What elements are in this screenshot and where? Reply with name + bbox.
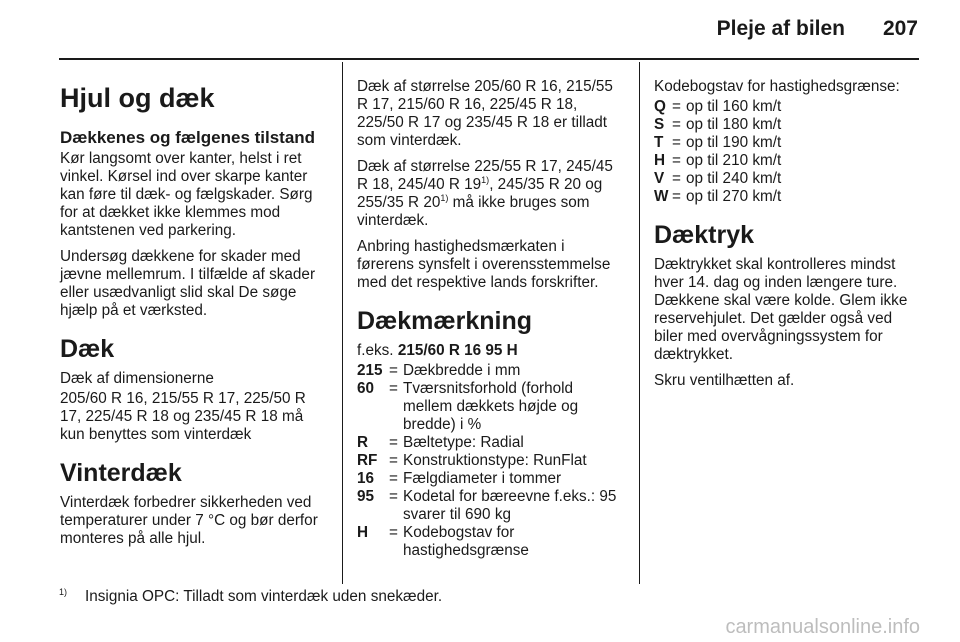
footnote-text: Insignia OPC: Tilladt som vinterdæk uden snekæder. (85, 588, 443, 605)
definition-desc: Bæltetype: Radial (403, 434, 524, 451)
paragraph-inspection: Undersøg dækkene for skader med jævne mellemrum. I tilfælde af skader eller usædvanligt slid skal De søge hjælp på et værksted. (60, 248, 316, 319)
definition-term: 215 (357, 362, 383, 379)
definition-row (357, 434, 625, 452)
definition-eq: = (672, 170, 681, 187)
definition-row (357, 452, 625, 470)
definition-term: T (654, 134, 664, 151)
subheading-tire-condition: Dækkenes og fælgenes tilstand (60, 128, 316, 147)
definition-desc: op til 190 km/t (686, 134, 782, 151)
definition-eq: = (672, 98, 681, 115)
paragraph-dimensions-intro: Dæk af dimensionerne (60, 370, 214, 387)
footnote-marker: 1) (59, 587, 68, 597)
page-header (0, 0, 960, 60)
main-heading: Hjul og dæk (60, 83, 215, 113)
definition-eq: = (389, 524, 398, 541)
heading-tire-marking: Dækmærkning (357, 307, 533, 335)
column-3 (654, 78, 924, 398)
definition-term: 16 (357, 470, 375, 487)
definition-row (654, 134, 924, 152)
definition-desc: Kodetal for bæreevne f.eks.: 95 svarer til 690 kg (403, 488, 617, 523)
heading-tires: Dæk (60, 335, 115, 363)
definition-term: V (654, 170, 665, 187)
definition-term: RF (357, 452, 378, 469)
marking-example: f.eks. 215/60 R 16 95 H (357, 342, 518, 359)
paragraph-allowed-winter: Dæk af størrelse 205/60 R 16, 215/55 R 17, 215/60 R 16, 225/45 R 18, 225/50 R 17 og 235/45 R 18 er tilladt som vinterdæk. (357, 78, 613, 149)
definition-eq: = (389, 380, 398, 397)
definition-desc: op til 180 km/t (686, 116, 782, 133)
definition-term: Q (654, 98, 666, 115)
definition-desc: Kodebogstav for hastighedsgrænse (403, 524, 529, 559)
tire-marking-list (357, 362, 625, 560)
definition-term: 95 (357, 488, 375, 505)
definition-row (654, 98, 924, 116)
definition-row (654, 170, 924, 188)
paragraph-dimensions-list: 205/60 R 16, 215/55 R 17, 225/50 R 17, 225/45 R 18 og 235/45 R 18 må kun benyttes som vinterdæk (60, 390, 306, 443)
definition-term: H (654, 152, 666, 169)
definition-eq: = (672, 188, 681, 205)
definition-eq: = (672, 134, 681, 151)
paragraph-not-allowed-winter: Dæk af størrelse 225/55 R 17, 245/45 R 18, 245/40 R 19$^{1)}$, 245/35 R 20 og 255/35 R 20$^{1)}$ må ikke bruges som vinterdæk. (357, 158, 613, 229)
paragraph-winter-tires: Vinterdæk forbedrer sikkerheden ved temperaturer under 7 °C og bør derfor monteres på alle hjul. (60, 494, 318, 547)
footnote-ref: 1) (440, 193, 449, 203)
paragraph-driving-kerbs: Kør langsomt over kanter, helst i ret vinkel. Kørsel ind over skarpe kanter kan føre til dæk- og fælgskader. Sørg for at dækket ikke klemmes mod kantstenen ved parkering. (60, 150, 313, 239)
speed-code-list (654, 98, 924, 206)
paragraph-pressure-check: Dæktrykket skal kontrolleres mindst hver 14. dag og inden længere ture. Dækkene skal være kolde. Glem ikke reservehjulet. Det gælder også ved biler med overvågningssystem for dæktrykket. (654, 256, 908, 363)
page-number: 207 (882, 17, 918, 40)
definition-desc: Fælgdiameter i tommer (403, 470, 562, 487)
definition-desc: op til 270 km/t (686, 188, 782, 205)
definition-desc: Dækbredde i mm (403, 362, 521, 379)
definition-desc: op til 240 km/t (686, 170, 782, 187)
definition-desc: op til 210 km/t (686, 152, 782, 169)
definition-term: 60 (357, 380, 375, 397)
definition-row (654, 188, 924, 206)
definition-desc: Tværsnitsforhold (forhold mellem dækkets højde og bredde) i % (403, 380, 579, 433)
column-1 (60, 78, 328, 556)
column-2 (357, 78, 625, 568)
definition-term: H (357, 524, 369, 541)
section-title: Pleje af bilen (716, 17, 845, 40)
column-divider-2 (639, 62, 640, 584)
definition-desc: op til 160 km/t (686, 98, 782, 115)
definition-term: W (654, 188, 669, 205)
definition-term: R (357, 434, 369, 451)
definition-eq: = (389, 362, 398, 379)
definition-row (357, 488, 625, 524)
definition-eq: = (389, 434, 398, 451)
marking-example-code: 215/60 R 16 95 H (397, 342, 518, 359)
definition-eq: = (389, 470, 398, 487)
definition-eq: = (672, 152, 681, 169)
definition-row (357, 362, 625, 380)
definition-row (357, 470, 625, 488)
definition-eq: = (672, 116, 681, 133)
definition-eq: = (389, 452, 398, 469)
heading-tire-pressure: Dæktryk (654, 221, 755, 249)
footnote (59, 588, 442, 606)
column-divider-1 (342, 62, 343, 584)
definition-row (654, 152, 924, 170)
paragraph-valve-cap: Skru ventilhætten af. (654, 372, 795, 389)
heading-winter-tires: Vinterdæk (60, 459, 182, 487)
footnote-ref: 1) (481, 175, 490, 185)
definition-row (654, 116, 924, 134)
definition-eq: = (389, 488, 398, 505)
paragraph-speed-sticker: Anbring hastighedsmærkaten i førerens synsfelt i overensstemmelse med det respektive lands forskrifter. (357, 238, 611, 291)
header-divider (59, 58, 919, 60)
speed-code-intro: Kodebogstav for hastighedsgrænse: (654, 78, 900, 95)
definition-row (357, 524, 625, 560)
definition-desc: Konstruktionstype: RunFlat (403, 452, 587, 469)
definition-row (357, 380, 625, 434)
definition-term: S (654, 116, 665, 133)
watermark: carmanualsonline.info (725, 616, 920, 638)
